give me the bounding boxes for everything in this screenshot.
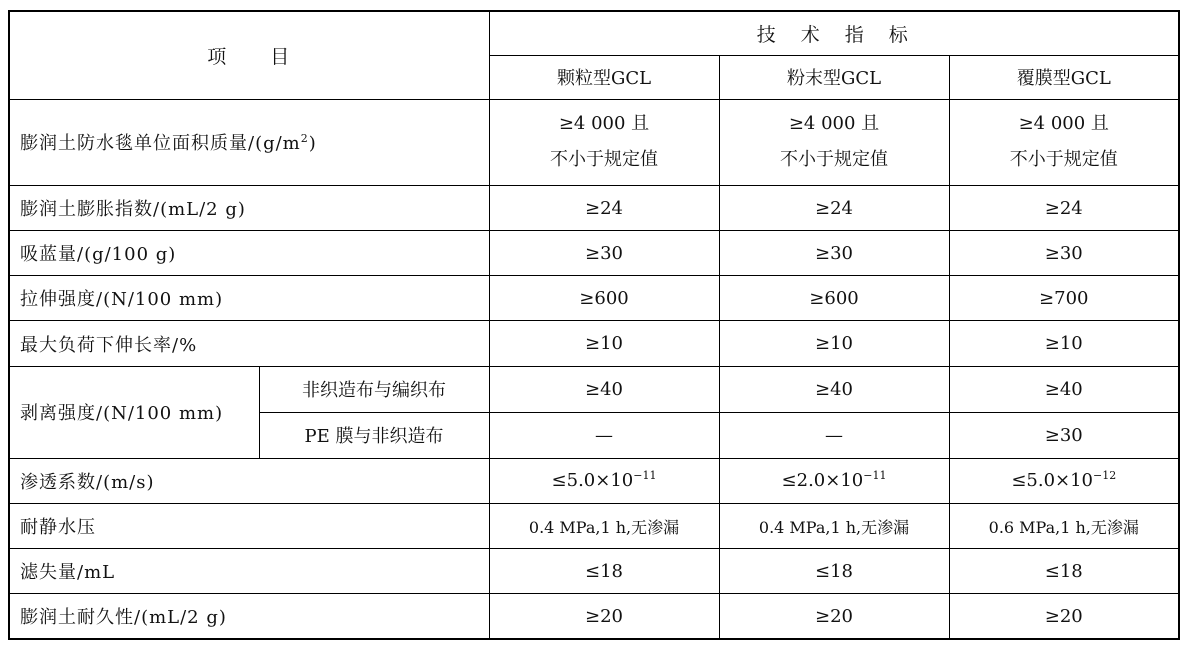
cell-blue-granular: ≥30 [489, 231, 719, 276]
cell-hydro-powder: 0.4 MPa,1 h,无渗漏 [719, 504, 949, 549]
row-label-elong: 最大负荷下伸长率/% [9, 321, 489, 366]
cell-mass-coated: ≥4 000 且 不小于规定值 [949, 99, 1179, 185]
cell-tensile-powder: ≥600 [719, 276, 949, 321]
table-row [9, 594, 1179, 639]
table-row [9, 186, 1179, 231]
header-item: 项 目 [9, 11, 489, 99]
table-row [9, 99, 1179, 185]
cell-swell-coated: ≥24 [949, 186, 1179, 231]
cell-peel2-powder: — [719, 412, 949, 458]
table-row [9, 504, 1179, 549]
row-label-swell: 膨润土膨胀指数/(mL/2 g) [9, 186, 489, 231]
cell-peel1-powder: ≥40 [719, 366, 949, 412]
cell-mass-granular: ≥4 000 且 不小于规定值 [489, 99, 719, 185]
cell-peel2-coated: ≥30 [949, 412, 1179, 458]
cell-blue-powder: ≥30 [719, 231, 949, 276]
cell-dur-powder: ≥20 [719, 594, 949, 639]
row-label-fluid: 滤失量/mL [9, 549, 489, 594]
cell-peel1-coated: ≥40 [949, 366, 1179, 412]
cell-blue-coated: ≥30 [949, 231, 1179, 276]
cell-hydro-granular: 0.4 MPa,1 h,无渗漏 [489, 504, 719, 549]
spec-table [8, 10, 1180, 640]
table-row [9, 549, 1179, 594]
header-group: 技 术 指 标 [489, 11, 1179, 55]
cell-elong-coated: ≥10 [949, 321, 1179, 366]
cell-perm-coated: $\le 5.0\times 10^{-12}$ [949, 458, 1179, 503]
cell-dur-coated: ≥20 [949, 594, 1179, 639]
table-row [9, 321, 1179, 366]
cell-dur-granular: ≥20 [489, 594, 719, 639]
col-header-coated: 覆膜型GCL [949, 55, 1179, 99]
peel-sublabel-nonwoven-woven: 非织造布与编织布 [259, 366, 489, 412]
cell-tensile-coated: ≥700 [949, 276, 1179, 321]
table-row [9, 366, 1179, 412]
col-header-granular: 颗粒型GCL [489, 55, 719, 99]
cell-fluid-powder: ≤18 [719, 549, 949, 594]
table-row [9, 231, 1179, 276]
col-header-powder: 粉末型GCL [719, 55, 949, 99]
cell-peel1-granular: ≥40 [489, 366, 719, 412]
table-row [9, 276, 1179, 321]
cell-hydro-coated: 0.6 MPa,1 h,无渗漏 [949, 504, 1179, 549]
cell-perm-granular: $\le 5.0\times 10^{-11}$ [489, 458, 719, 503]
cell-elong-powder: ≥10 [719, 321, 949, 366]
cell-fluid-coated: ≤18 [949, 549, 1179, 594]
cell-perm-powder: $\le 2.0\times 10^{-11}$ [719, 458, 949, 503]
cell-fluid-granular: ≤18 [489, 549, 719, 594]
row-label-tensile: 拉伸强度/(N/100 mm) [9, 276, 489, 321]
row-label-blue: 吸蓝量/(g/100 g) [9, 231, 489, 276]
cell-swell-granular: ≥24 [489, 186, 719, 231]
row-label-mass: 膨润土防水毯单位面积质量$/(g/m^2)$ [9, 99, 489, 185]
cell-mass-powder: ≥4 000 且 不小于规定值 [719, 99, 949, 185]
row-label-hydro: 耐静水压 [9, 504, 489, 549]
peel-sublabel-pe-nonwoven: PE 膜与非织造布 [259, 412, 489, 458]
cell-peel2-granular: — [489, 412, 719, 458]
row-label-perm: 渗透系数/(m/s) [9, 458, 489, 503]
cell-elong-granular: ≥10 [489, 321, 719, 366]
cell-swell-powder: ≥24 [719, 186, 949, 231]
row-label-peel: 剥离强度/(N/100 mm) [9, 366, 259, 458]
table-row [9, 458, 1179, 503]
cell-tensile-granular: ≥600 [489, 276, 719, 321]
row-label-dur: 膨润土耐久性/(mL/2 g) [9, 594, 489, 639]
